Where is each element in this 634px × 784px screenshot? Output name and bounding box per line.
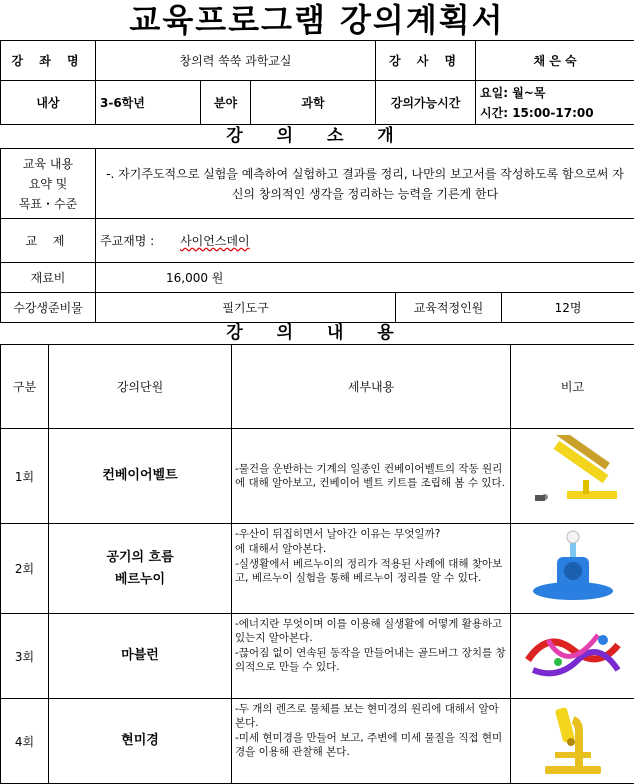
- table-row: [1, 429, 634, 524]
- material-label: 재료비: [1, 263, 96, 293]
- target-value: 3-6학년: [96, 81, 201, 125]
- lecturer-value: 채 은 숙: [476, 41, 634, 81]
- capacity-value: 12명: [502, 293, 634, 323]
- textbook-prefix: 주교재명 :: [100, 234, 155, 248]
- conveyor-belt-image: [511, 429, 634, 524]
- content-table: [0, 344, 634, 784]
- intro-heading: 강 의 소 개: [0, 124, 634, 149]
- table-row: [1, 614, 634, 699]
- bernoulli-image: [511, 524, 634, 614]
- row-unit: 현미경: [49, 699, 232, 784]
- content-heading: 강 의 내 용: [0, 322, 634, 345]
- textbook-cell: [96, 219, 634, 263]
- summary-label: 교육 내용 요약 및 목표・수준: [1, 149, 96, 219]
- table-row: [1, 524, 634, 614]
- row-num: 3회: [1, 614, 49, 699]
- time-day: 요일: 월~목: [480, 85, 546, 100]
- summary-text: -. 자기주도적으로 실험을 예측하여 실험하고 결과를 정리, 나만의 보고서를 작성하도록 함으로써 자신의 창의적인 생각을 정리하는 능력을 기른게 한다: [96, 149, 634, 219]
- page-title: 교육프로그램 강의계획서: [129, 1, 505, 39]
- target-label: 내상: [1, 81, 96, 125]
- microscope-image: [511, 699, 634, 784]
- row-unit: 마블런: [49, 614, 232, 699]
- row-detail: -물건을 운반하는 기계의 일종인 컨베이어벨트의 작동 원리에 대해 알아보고, 컨베이어 벨트 키트를 조립해 봄 수 있다.: [232, 429, 511, 524]
- header-unit: 강의단원: [49, 345, 232, 429]
- course-value: 창의력 쑥쑥 과학교실: [96, 41, 376, 81]
- row-unit: 컨베이어벨트: [49, 429, 232, 524]
- header-num: 구분: [1, 345, 49, 429]
- row-detail: -우산이 뒤집히면서 날아간 이유는 무엇일까? 에 대해서 알아본다. -실생활에서 베르누이의 정리가 적용된 사례에 대해 찾아보고, 베르누이 실험을 통해 베르누이 정리를 알 수 있다.: [232, 524, 511, 614]
- capacity-label: 교육적정인원: [396, 293, 502, 323]
- material-value: 16,000 원: [96, 263, 634, 293]
- row-num: 2회: [1, 524, 49, 614]
- table-row: [1, 699, 634, 784]
- field-label: 분야: [201, 81, 251, 125]
- field-value: 과학: [251, 81, 376, 125]
- lecturer-label: 강 사 명: [376, 41, 476, 81]
- row-num: 4회: [1, 699, 49, 784]
- row-detail: -에너지란 무엇이며 이를 이용해 실생활에 어떻게 활용하고 있는지 알아본다. -끊어짐 없이 연속된 동작을 만들어내는 골드버그 장치를 창의적으로 만들 수 있다.: [232, 614, 511, 699]
- time-value: [476, 81, 634, 125]
- intro-table: [0, 148, 634, 323]
- header-note: 비고: [511, 345, 634, 429]
- row-detail: -두 개의 렌즈로 물체를 보는 현미경의 원리에 대해서 알아본다. -미세 현미경을 만들어 보고, 주변에 미세 물질을 직접 현미경을 이용해 관찰해 본다.: [232, 699, 511, 784]
- course-label: 강 좌 명: [1, 41, 96, 81]
- row-num: 1회: [1, 429, 49, 524]
- time-label: 강의가능시간: [376, 81, 476, 125]
- textbook-value: 사이언스데이: [180, 234, 250, 248]
- textbook-label: 교 제: [1, 219, 96, 263]
- prep-label: 수강생준비물: [1, 293, 96, 323]
- info-table: [0, 40, 634, 125]
- time-hours: 시간: 15:00-17:00: [480, 105, 594, 120]
- row-unit: 공기의 흐름 베르누이: [49, 524, 232, 614]
- marble-run-image: [511, 614, 634, 699]
- header-detail: 세부내용: [232, 345, 511, 429]
- prep-value: 필기도구: [96, 293, 396, 323]
